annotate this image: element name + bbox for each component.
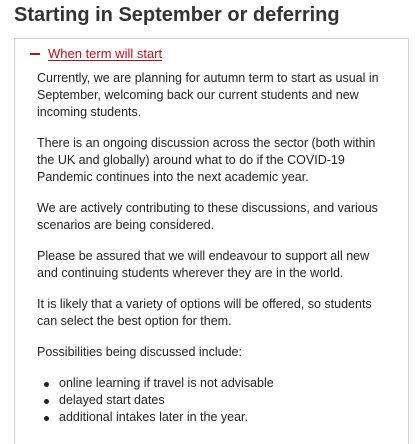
bullet-icon bbox=[44, 382, 49, 387]
bullet-icon bbox=[44, 416, 49, 421]
paragraph: Currently, we are planning for autumn term to start as usual in September, welcoming back our current students and new incoming students. bbox=[37, 71, 379, 119]
list-item bbox=[59, 375, 382, 392]
list-item bbox=[59, 409, 382, 426]
list-item-text: online learning if travel is not advisable bbox=[59, 376, 274, 390]
accordion-toggle[interactable] bbox=[30, 46, 162, 61]
possibilities-list bbox=[37, 375, 382, 426]
paragraph: We are actively contributing to these discussions, and various scenarios are being considered. bbox=[37, 201, 378, 232]
page-title: Starting in September or deferring bbox=[14, 4, 340, 26]
accordion-title[interactable]: When term will start bbox=[48, 46, 163, 61]
paragraph: Possibilities being discussed include: bbox=[37, 345, 242, 359]
accordion-content bbox=[37, 70, 382, 426]
bullet-icon bbox=[44, 399, 49, 404]
list-item-text: delayed start dates bbox=[59, 393, 165, 407]
list-item bbox=[59, 392, 382, 409]
paragraph: Please be assured that we will endeavour to support all new and continuing students wherever they are in the world. bbox=[37, 249, 370, 280]
accordion-panel bbox=[14, 38, 409, 444]
list-item-text: additional intakes later in the year. bbox=[59, 410, 249, 424]
minus-icon bbox=[30, 53, 40, 55]
paragraph: It is likely that a variety of options will be offered, so students can select the best option for them. bbox=[37, 297, 372, 328]
paragraph: There is an ongoing discussion across the sector (both within the UK and globally) around what to do if the COVID-19 Pandemic continues into the next academic year. bbox=[37, 136, 376, 184]
